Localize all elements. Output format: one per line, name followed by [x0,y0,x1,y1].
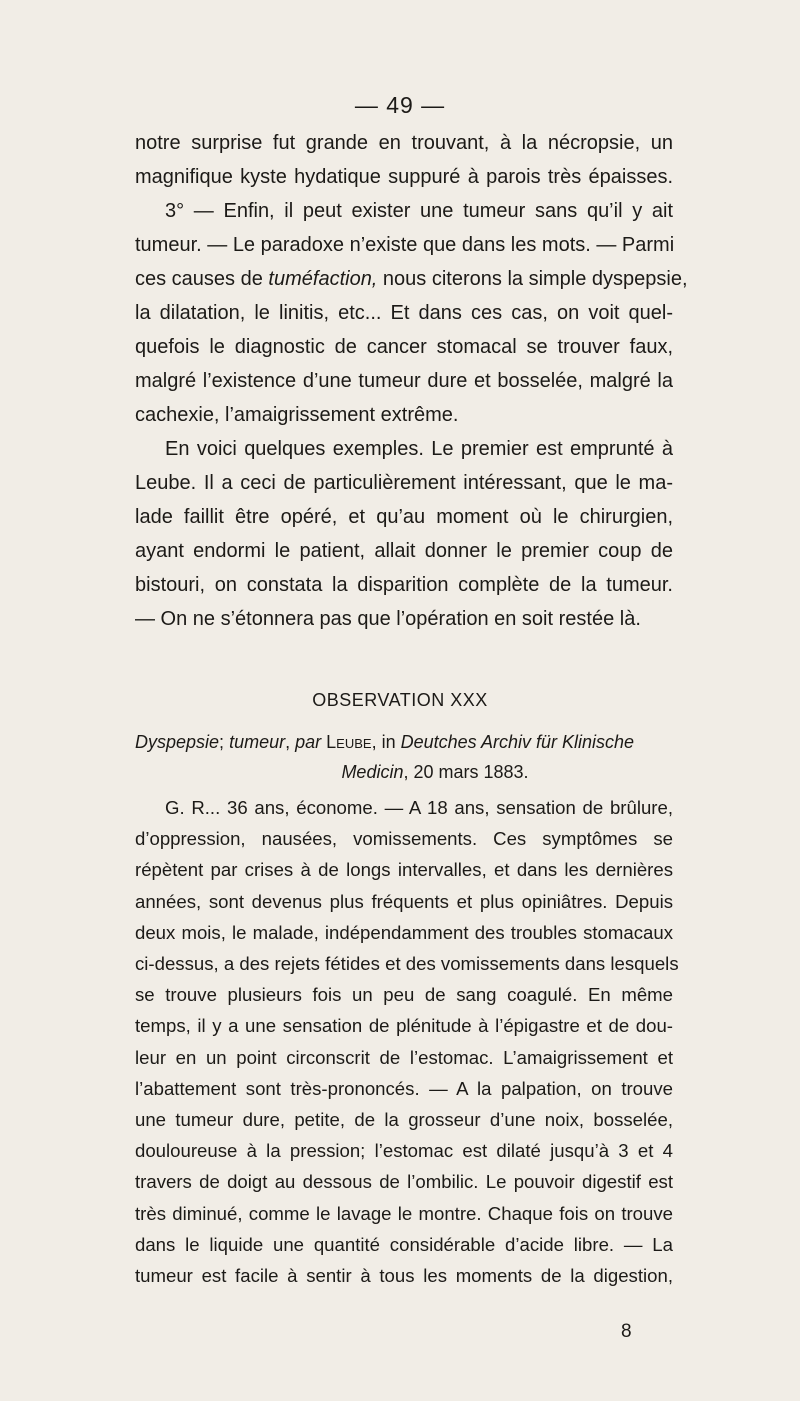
text-line: tumeur est facile à sentir à tous les moments de la digestion, [135,1265,673,1287]
journal-title: Deutches Archiv für Klinische [400,732,635,752]
text-line: très diminué, comme le lavage le montre. Chaque fois on trouve [135,1202,673,1224]
text-line: 3° — Enfin, il peut exister une tumeur sans qu’il y ait [165,200,673,222]
observation-source [135,727,735,787]
text-line: l’abattement sont très-prononcés. — A la palpation, on trouve [135,1077,673,1099]
text-line: temps, il y a une sensation de plénitude à l’épigastre et de dou- [135,1015,673,1037]
text-line: malgré l’existence d’une tumeur dure et bosselée, malgré la [135,370,673,392]
text-line: années, sont devenus plus fréquents et plus opiniâtres. Depuis [135,890,673,912]
text-line: tumeur. — Le paradoxe n’existe que dans les mots. — Parmi [135,234,675,256]
text-line: d’oppression, nausées, vomissements. Ces symptômes se [135,828,673,850]
page-number: — 49 — [354,92,446,118]
text-line: magnifique kyste hydatique suppuré à parois très épaisses. [135,166,673,188]
text-line: se trouve plusieurs fois un peu de sang coagulé. En même [135,984,673,1006]
text-line: ces causes de tuméfaction, nous citerons la simple dyspepsie, [135,268,688,290]
paragraph-continuation [135,126,688,432]
observation-body [135,792,679,1291]
source-line: Medicin, 20 mars 1883. [341,762,529,782]
text-line: travers de doigt au dessous de l’ombilic. Le pouvoir digestif est [135,1171,673,1193]
text-line: bistouri, on constata la disparition complète de la tumeur. [135,574,673,596]
italic-term: tuméfaction, [268,268,378,290]
text-line: leur en un point circonscrit de l’estomac. L’amaigrissement et [135,1046,673,1068]
signature-mark: 8 [621,1321,632,1342]
text-line: Leube. Il a ceci de particulièrement intéressant, que le ma- [135,472,673,494]
text-line: cachexie, l’amaigrissement extrême. [135,404,459,426]
text-line: dans le liquide une quantité considérable d’acide libre. — La [135,1233,673,1255]
observation-heading: OBSERVATION XXX [312,690,488,710]
text-line: une tumeur dure, petite, de la grosseur d’une noix, bosselée, [135,1109,673,1131]
text-line: En voici quelques exemples. Le premier est emprunté à [165,438,673,460]
text-line: notre surprise fut grande en trouvant, à la nécropsie, un [135,132,673,154]
text-line: ayant endormi le patient, allait donner le premier coup de [135,540,673,562]
text-line: ci-dessus, a des rejets fétides et des vomissements dans lesquels [135,953,679,975]
paragraph-examples [135,432,673,636]
text-line: deux mois, le malade, indépendamment des troubles stomacaux [135,921,673,943]
text-line: douloureuse à la pression; l’estomac est dilaté jusqu’à 3 et 4 [135,1140,673,1162]
text-line: G. R... 36 ans, économe. — A 18 ans, sensation de brûlure, [165,797,673,818]
text-line: la dilatation, le linitis, etc... Et dans ces cas, on voit quel- [135,302,673,324]
text-line: quefois le diagnostic de cancer stomacal se trouver faux, [135,336,673,358]
source-line: Dyspepsie; tumeur, par Leube, in Deutches Archiv für Klinische [135,732,635,752]
author-name: Leube [326,732,372,752]
text-line: répètent par crises à de longs intervalles, et dans les dernières [135,859,673,881]
text-line: — On ne s’étonnera pas que l’opération en soit restée là. [135,608,641,630]
text-line: lade faillit être opéré, et qu’au moment où le chirurgien, [135,506,673,528]
